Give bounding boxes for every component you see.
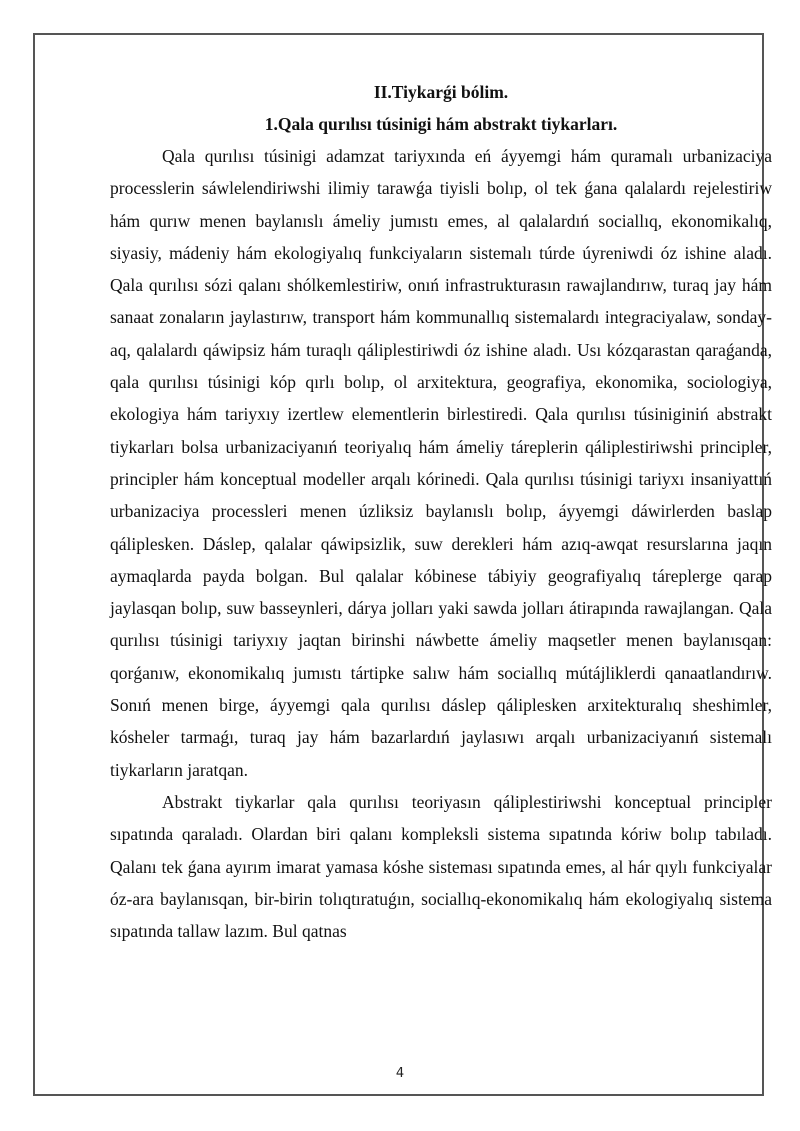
- section-title: II.Tiykarǵi bólim.: [373, 82, 509, 102]
- paragraph-1: Qala qurılısı túsinigi adamzat tariyxında eń áyyemgi hám quramalı urbanizaciya processlerin sáwlelendiriwshi ilimiy tarawǵa tiyisli bolıp, ol tek ǵana qalalardı rejelestiriw hám qurıw menen baylanıslı ámeliy jumıstı emes, al qalalardıń sociallıq, ekonomikalıq, siyasiy, mádeniy hám ekologiyalıq funkciyaların sistemalı túrde úyreniwdi óz ishine aladı. Qala qurılısı sózi qalanı shólkemlestiriw, onıń infrastrukturasın rawajlandırıw, turaq jay hám sanaat zonaların jaylastırıw, transport hám kommunallıq sistemalardı integraciyalaw, sonday-aq, qalalardı qáwipsiz hám turaqlı qáliplestiriwdi óz ishine aladı. Usı kózqarastan qaraǵanda, qala qurılısı túsinigi kóp qırlı bolıp, ol arxitektura, geografiya, ekonomika, sociologiya, ekologiya hám tariyxıy izertlew elementlerin birlestiredi. Qala qurılısı túsiniginiń abstrakt tiykarları bolsa urbanizaciyanıń teoriyalıq hám ámeliy táreplerin qáliplestiriwshi principler, principler hám konceptual modeller arqalı kórinedi. Qala qurılısı túsinigi tariyxı insaniyattıń urbanizaciya processleri menen úzliksiz baylanıslı bolıp, áyyemgi dáwirlerden baslap qáliplesken. Dáslep, qalalar qáwipsizlik, suw derekleri hám azıq-awqat resurslarına jaqın aymaqlarda payda bolgan. Bul qalalar kóbinese tábiyiy geografiyalıq táreplerge qarap jaylasqan bolıp, suw basseynleri, dárya jolları yaki sawda jolları átirapında rawajlangan. Qala qurılısı túsinigi tariyxıy jaqtan birinshi náwbette ámeliy maqsetler menen baylanısqan: qorǵanıw, ekonomikalıq jumıstı tártipke salıw hám sociallıq mútájliklerdi qanaatlandırıw. Sonıń menen birge, áyyemgi qala qurılısı dáslep qáliplesken arxitekturalıq sheshimler, kósheler tarmaǵı, turaq jay hám bazarlardıń jaylasıwı arqalı urbanizaciyanıń sistemalı tiykarların jaratqan.: [110, 146, 772, 780]
- page-number: 4: [395, 1066, 405, 1081]
- paragraph-2: Abstrakt tiykarlar qala qurılısı teoriyasın qáliplestiriwshi konceptual principler sıpatında qaraladı. Olardan biri qalanı kompleksli sistema sıpatında kóriw bolıp tabıladı. Qalanı tek ǵana ayırım imarat yamasa kóshe sisteması sıpatında emes, al hár qıylı funkciyalar óz-ara baylanısqan, bir-birin tolıqtıratuǵın, sociallıq-ekonomikalıq hám ekologiyalıq sistema sıpatında tallaw lazım. Bul qatnas: [110, 791, 772, 942]
- document-body: [110, 76, 772, 947]
- subsection-title: 1.Qala qurılısı túsinigi hám abstrakt tiykarları.: [264, 114, 618, 134]
